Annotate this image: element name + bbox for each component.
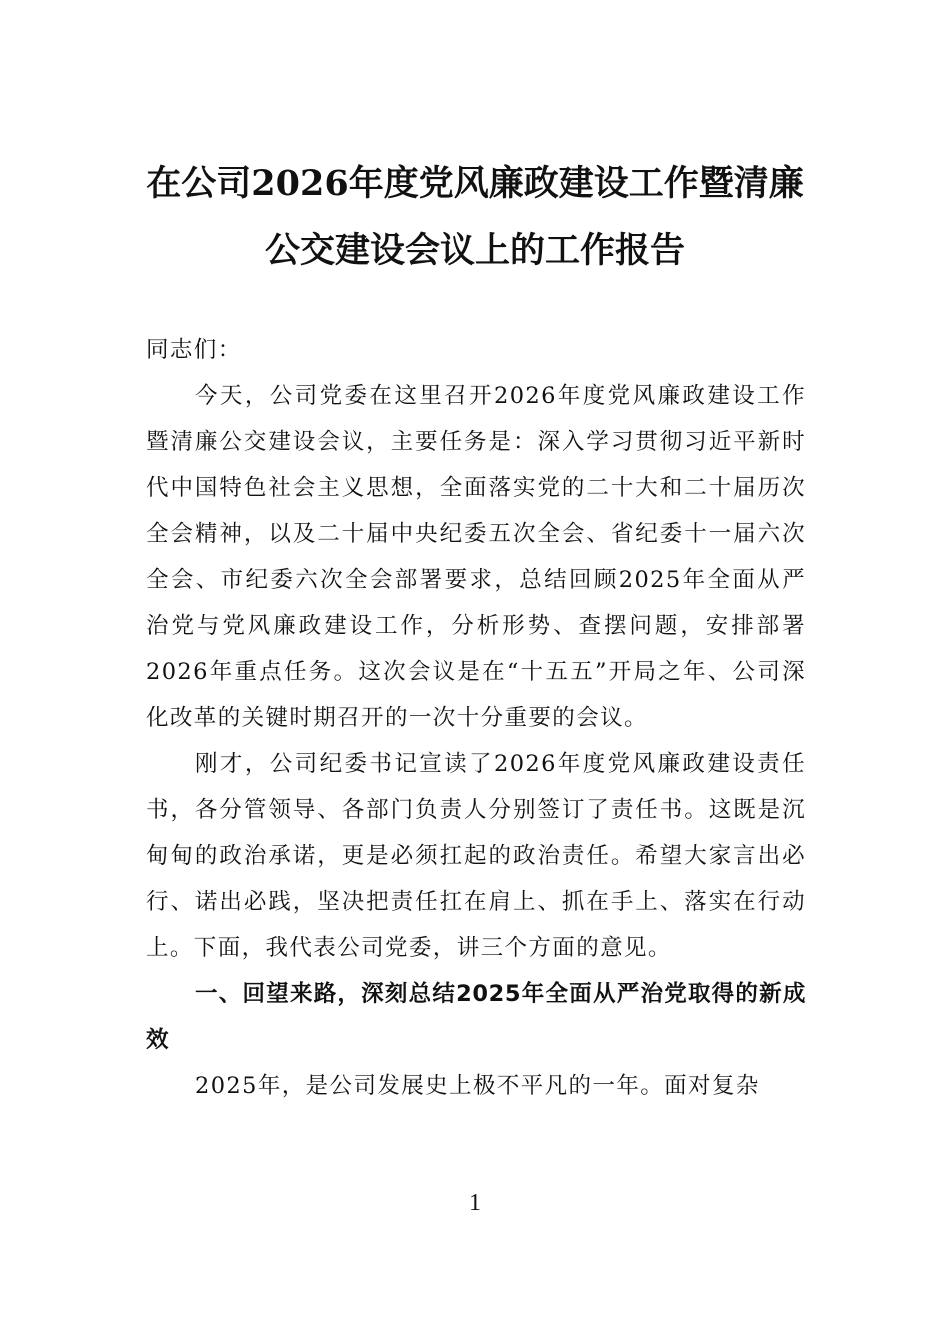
body-paragraph-3: 2025年，是公司发展史上极不平凡的一年。面对复杂 [195, 1073, 760, 1099]
section-heading-1: 一、回望来路，深刻总结2025年全面从严治党取得的新成效 [146, 981, 806, 1053]
document-title-line-1: 在公司2026年度党风廉政建设工作暨清廉 [146, 163, 804, 204]
page-number: 1 [469, 1190, 481, 1216]
body-paragraph-2: 刚才，公司纪委书记宣读了2026年度党风廉政建设责任书，各分管领导、各部门负责人分别签订了责任书。这既是沉甸甸的政治承诺，更是必须扛起的政治责任。希望大家言出必行、诺出必践，坚决把责任扛在肩上、抓在手上、落实在行动上。下面，我代表公司党委，讲三个方面的意见。 [146, 751, 806, 961]
body-paragraph-1: 今天，公司党委在这里召开2026年度党风廉政建设工作暨清廉公交建设会议，主要任务是：深入学习贯彻习近平新时代中国特色社会主义思想，全面落实党的二十大和二十届历次全会精神，以及二十届中央纪委五次全会、省纪委十一届六次全会、市纪委六次全会部署要求，总结回顾2025年全面从严治党与党风廉政建设工作，分析形势、查摆问题，安排部署2026年重点任务。这次会议是在“十五五”开局之年、公司深化改革的关键时期召开的一次十分重要的会议。 [146, 383, 806, 731]
salutation: 同志们： [146, 337, 242, 363]
document-body [146, 327, 806, 1109]
document-title-line-2: 公交建设会议上的工作报告 [264, 230, 685, 271]
